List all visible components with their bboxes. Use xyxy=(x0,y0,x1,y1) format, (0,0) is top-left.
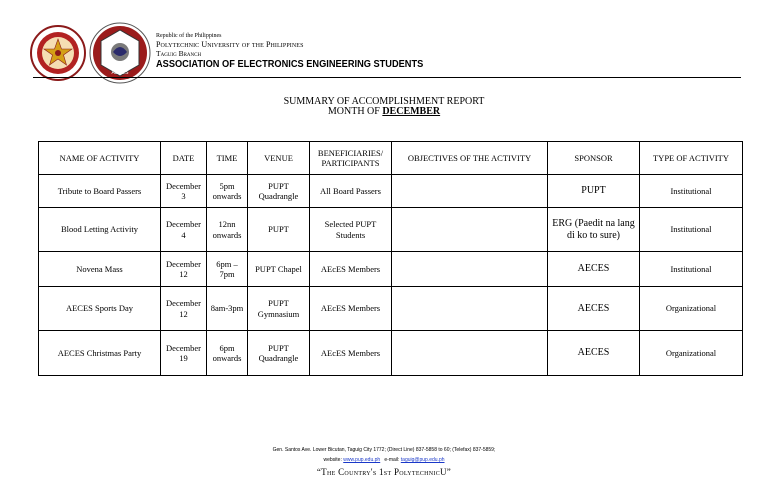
cell-objectives xyxy=(392,252,548,287)
cell-sponsor: AECES xyxy=(548,331,640,376)
table-row xyxy=(39,208,743,252)
aeces-logo-text: AECES xyxy=(111,70,129,76)
cell-sponsor: AECES xyxy=(548,287,640,331)
cell-time: 6pm – 7pm xyxy=(207,252,248,287)
cell-venue: PUPT xyxy=(248,208,310,252)
university-name: Polytechnic University of the Philippines xyxy=(156,40,304,49)
cell-participants: All Board Passers xyxy=(310,175,392,208)
cell-date: December 3 xyxy=(161,175,207,208)
cell-type: Organizational xyxy=(640,331,743,376)
cell-activity: Blood Letting Activity xyxy=(39,208,161,252)
month-value: DECEMBER xyxy=(382,106,441,117)
cell-time: 5pm onwards xyxy=(207,175,248,208)
header-time: TIME xyxy=(207,142,248,175)
footer-contacts: website: www.pup.edu.ph e-mail: taguig@pup.edu.ph xyxy=(323,457,445,463)
cell-type: Institutional xyxy=(640,175,743,208)
branch-name: Taguig Branch xyxy=(156,49,202,58)
table-row xyxy=(39,287,743,331)
cell-time: 6pm onwards xyxy=(207,331,248,376)
footer-address: Gen. Santos Ave. Lower Bicutan, Taguig City 1772; (Direct Line) 837-5858 to 60; (Telefax) 837-5859; xyxy=(272,447,496,453)
cell-time: 8am-3pm xyxy=(207,287,248,331)
header-divider xyxy=(33,77,741,78)
cell-participants: AEcES Members xyxy=(310,287,392,331)
table-row xyxy=(39,175,743,208)
header-date: DATE xyxy=(161,142,207,175)
cell-sponsor: PUPT xyxy=(548,175,640,208)
cell-date: December 19 xyxy=(161,331,207,376)
aeces-logo xyxy=(89,22,151,84)
report-month: MONTH OF DECEMBER xyxy=(327,106,441,117)
cell-date: December 12 xyxy=(161,252,207,287)
cell-venue: PUPT Quadrangle xyxy=(248,331,310,376)
cell-date: December 12 xyxy=(161,287,207,331)
cell-participants: AEcES Members xyxy=(310,252,392,287)
website-link[interactable]: www.pup.edu.ph xyxy=(343,457,381,463)
cell-participants: Selected PUPT Students xyxy=(310,208,392,252)
table-row xyxy=(39,331,743,376)
organization-name: ASSOCIATION OF ELECTRONICS ENGINEERING STUDENTS xyxy=(156,58,424,70)
header-participants: BENEFICIARIES/ PARTICIPANTS xyxy=(310,142,392,175)
cell-objectives xyxy=(392,331,548,376)
cell-venue: PUPT Chapel xyxy=(248,252,310,287)
cell-activity: Novena Mass xyxy=(39,252,161,287)
report-title: SUMMARY OF ACCOMPLISHMENT REPORT xyxy=(283,96,485,107)
cell-sponsor: AECES xyxy=(548,252,640,287)
cell-sponsor: ERG (Paedit na lang di ko to sure) xyxy=(548,208,640,252)
footer-slogan: “The Country's 1st PolytechnicU” xyxy=(316,467,452,477)
cell-objectives xyxy=(392,208,548,252)
table-row xyxy=(39,252,743,287)
table-header-row xyxy=(39,142,743,175)
cell-participants: AEcES Members xyxy=(310,331,392,376)
cell-date: December 4 xyxy=(161,208,207,252)
cell-objectives xyxy=(392,287,548,331)
cell-objectives xyxy=(392,175,548,208)
cell-type: Organizational xyxy=(640,287,743,331)
cell-type: Institutional xyxy=(640,208,743,252)
cell-type: Institutional xyxy=(640,252,743,287)
pup-seal-logo xyxy=(30,25,86,81)
header-sponsor: SPONSOR xyxy=(548,142,640,175)
email-link[interactable]: taguig@pup.edu.ph xyxy=(400,457,445,463)
cell-venue: PUPT Gymnasium xyxy=(248,287,310,331)
cell-venue: PUPT Quadrangle xyxy=(248,175,310,208)
header-type: TYPE OF ACTIVITY xyxy=(640,142,743,175)
header-venue: VENUE xyxy=(248,142,310,175)
cell-time: 12nn onwards xyxy=(207,208,248,252)
header-activity: NAME OF ACTIVITY xyxy=(39,142,161,175)
cell-activity: AECES Christmas Party xyxy=(39,331,161,376)
accomplishment-table xyxy=(38,141,743,376)
republic-label: Republic of the Philippines xyxy=(156,33,222,39)
header-objectives: OBJECTIVES OF THE ACTIVITY xyxy=(392,142,548,175)
cell-activity: AECES Sports Day xyxy=(39,287,161,331)
cell-activity: Tribute to Board Passers xyxy=(39,175,161,208)
